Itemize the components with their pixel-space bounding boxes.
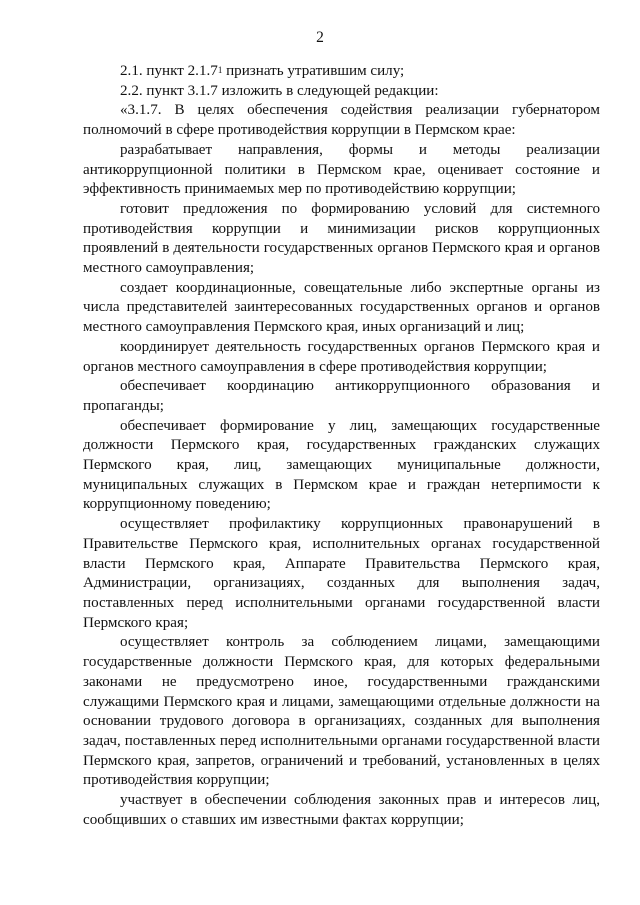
paragraph-text: признать утратившим силу;: [222, 63, 405, 79]
paragraph-forms-intolerance: обеспечивает формирование у лиц, замещающих государственные должности Пермского края, государственных гражданских служащих Пермского края, лиц, замещающих муниципальные должности, муниципальных служащих в Пермском крае и граждан нетерпимости к коррупционному поведению;: [83, 417, 600, 513]
paragraph-creates-bodies: создает координационные, совещательные либо экспертные органы из числа представителей заинтересованных государственных органов и органов местного самоуправления Пермского края, иных организаций и лиц;: [83, 279, 600, 336]
paragraph-prepares-proposals: готовит предложения по формированию условий для системного противодействия коррупции и минимизации рисков коррупционных проявлений в деятельности государственных органов Пермского края и органов местного самоуправления;: [83, 200, 600, 277]
page-number: 2: [316, 29, 324, 46]
paragraph-prevention: осуществляет профилактику коррупционных правонарушений в Правительстве Пермского края, исполнительных органах государственной власти Пермского края, Аппарате Правительства Пермского края, Администрации, организациях, созданных для выполнения задач, поставленных перед исполнительными органами государственной власти Пермского края;: [83, 516, 600, 631]
paragraph-develops-directions: разрабатывает направления, формы и методы реализации антикоррупционной политики в Пермском крае, оценивает состояние и эффективность принимаемых мер по противодействию коррупции;: [83, 141, 600, 198]
superscript-1: 1: [217, 65, 223, 75]
paragraph-protects-informants: участвует в обеспечении соблюдения законных прав и интересов лиц, сообщивших о ставших им известными фактах коррупции;: [83, 792, 600, 828]
paragraph-repeal-2-1-7: [83, 62, 600, 82]
paragraph-3-1-7-intro: «3.1.7. В целях обеспечения содействия реализации губернатором полномочий в сфере противодействия коррупции в Пермском крае:: [83, 102, 600, 139]
paragraph-coordinates-education: обеспечивает координацию антикоррупционного образования и пропаганды;: [83, 378, 600, 414]
paragraph-text: 2.1. пункт 2.1.7: [120, 63, 218, 79]
paragraph-coordinates-activity: координирует деятельность государственных органов Пермского края и органов местного самоуправления в сфере противодействия коррупции;: [83, 338, 600, 375]
paragraph-amend-3-1-7: 2.2. пункт 3.1.7 изложить в следующей редакции:: [120, 82, 439, 99]
document-body: [83, 62, 600, 830]
paragraph-control: осуществляет контроль за соблюдением лицами, замещающими государственные должности Пермского края, для которых федеральными законами не предусмотрено иное, государственными гражданскими служащими Пермского края и лицами, замещающими отдельные должности на основании трудового договора в организациях, созданных для выполнения задач, поставленных перед исполнительными органами государственной власти Пермского края, запретов, ограничений и требований, установленных в целях противодействия коррупции;: [83, 634, 600, 789]
